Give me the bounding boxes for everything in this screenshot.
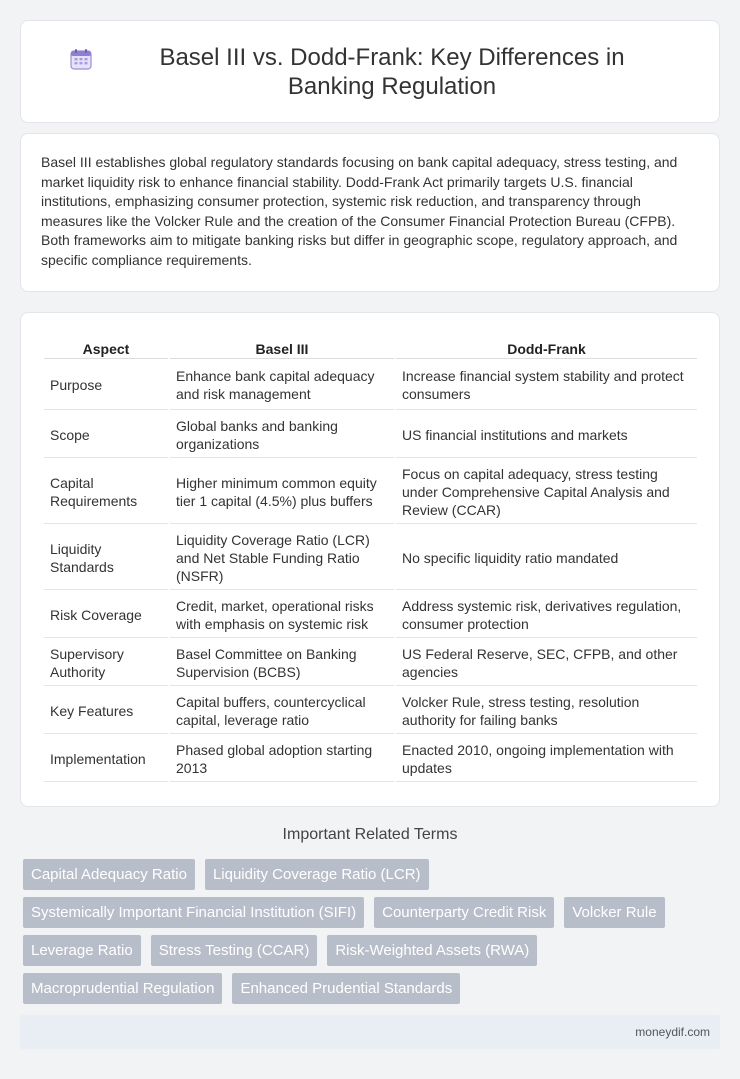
- cell-aspect: Supervisory Authority: [44, 640, 168, 686]
- table-row: [44, 412, 697, 458]
- cell-dodd-frank: Volcker Rule, stress testing, resolution authority for failing banks: [396, 688, 697, 734]
- term-tag[interactable]: Enhanced Prudential Standards: [232, 973, 460, 1004]
- related-terms-tags: [20, 859, 720, 1011]
- page-title: Basel III vs. Dodd-Frank: Key Differences in Banking Regulation: [159, 43, 625, 100]
- term-tag[interactable]: Macroprudential Regulation: [23, 973, 222, 1004]
- header: [70, 43, 670, 101]
- cell-dodd-frank: Address systemic risk, derivatives regulation, consumer protection: [396, 592, 697, 638]
- cell-aspect: Implementation: [44, 736, 168, 782]
- cell-aspect: Key Features: [44, 688, 168, 734]
- cell-basel: Basel Committee on Banking Supervision (BCBS): [170, 640, 394, 686]
- column-header-dodd-frank: Dodd-Frank: [396, 335, 697, 359]
- calendar-icon: [70, 48, 92, 70]
- term-tag[interactable]: Stress Testing (CCAR): [151, 935, 318, 966]
- cell-basel: Higher minimum common equity tier 1 capital (4.5%) plus buffers: [170, 460, 394, 524]
- cell-dodd-frank: Focus on capital adequacy, stress testing under Comprehensive Capital Analysis and Review (CCAR): [396, 460, 697, 524]
- summary-card: [20, 133, 720, 292]
- cell-basel: Enhance bank capital adequacy and risk management: [170, 361, 394, 410]
- term-tag[interactable]: Volcker Rule: [564, 897, 664, 928]
- table-row: [44, 361, 697, 410]
- table-row: [44, 526, 697, 590]
- term-tag[interactable]: Capital Adequacy Ratio: [23, 859, 195, 890]
- footer: [20, 1015, 720, 1049]
- table-row: [44, 688, 697, 734]
- comparison-table-card: [20, 312, 720, 807]
- table-row: [44, 640, 697, 686]
- footer-site-link[interactable]: moneydif.com: [635, 1025, 710, 1039]
- cell-dodd-frank: US Federal Reserve, SEC, CFPB, and other agencies: [396, 640, 697, 686]
- cell-basel: Credit, market, operational risks with emphasis on systemic risk: [170, 592, 394, 638]
- table-row: [44, 592, 697, 638]
- related-terms-title: Important Related Terms: [282, 826, 458, 843]
- term-tag[interactable]: Leverage Ratio: [23, 935, 141, 966]
- cell-aspect: Scope: [44, 412, 168, 458]
- cell-dodd-frank: Enacted 2010, ongoing implementation with updates: [396, 736, 697, 782]
- comparison-table: [42, 333, 699, 784]
- cell-aspect: Capital Requirements: [44, 460, 168, 524]
- term-tag[interactable]: Systemically Important Financial Institution (SIFI): [23, 897, 364, 928]
- column-header-basel: Basel III: [170, 335, 394, 359]
- cell-dodd-frank: US financial institutions and markets: [396, 412, 697, 458]
- summary-text: Basel III establishes global regulatory standards focusing on bank capital adequacy, stress testing, and market liquidity risk to enhance financial stability. Dodd-Frank Act primarily targets U.S. financial institutions, emphasizing consumer protection, systemic risk reduction, and transparency through measures like the Volcker Rule and the creation of the Consumer Financial Protection Bureau (CFPB). Both frameworks aim to mitigate banking risks but differ in geographic scope, regulatory approach, and specific compliance requirements.: [41, 154, 678, 268]
- cell-basel: Liquidity Coverage Ratio (LCR) and Net Stable Funding Ratio (NSFR): [170, 526, 394, 590]
- cell-basel: Phased global adoption starting 2013: [170, 736, 394, 782]
- cell-basel: Capital buffers, countercyclical capital, leverage ratio: [170, 688, 394, 734]
- cell-aspect: Liquidity Standards: [44, 526, 168, 590]
- term-tag[interactable]: Risk-Weighted Assets (RWA): [327, 935, 537, 966]
- cell-aspect: Risk Coverage: [44, 592, 168, 638]
- header-card: [20, 20, 720, 123]
- table-row: [44, 736, 697, 782]
- column-header-aspect: Aspect: [44, 335, 168, 359]
- term-tag[interactable]: Counterparty Credit Risk: [374, 897, 554, 928]
- table-row: [44, 460, 697, 524]
- cell-dodd-frank: Increase financial system stability and protect consumers: [396, 361, 697, 410]
- term-tag[interactable]: Liquidity Coverage Ratio (LCR): [205, 859, 429, 890]
- table-header-row: [44, 335, 697, 359]
- cell-dodd-frank: No specific liquidity ratio mandated: [396, 526, 697, 590]
- cell-aspect: Purpose: [44, 361, 168, 410]
- cell-basel: Global banks and banking organizations: [170, 412, 394, 458]
